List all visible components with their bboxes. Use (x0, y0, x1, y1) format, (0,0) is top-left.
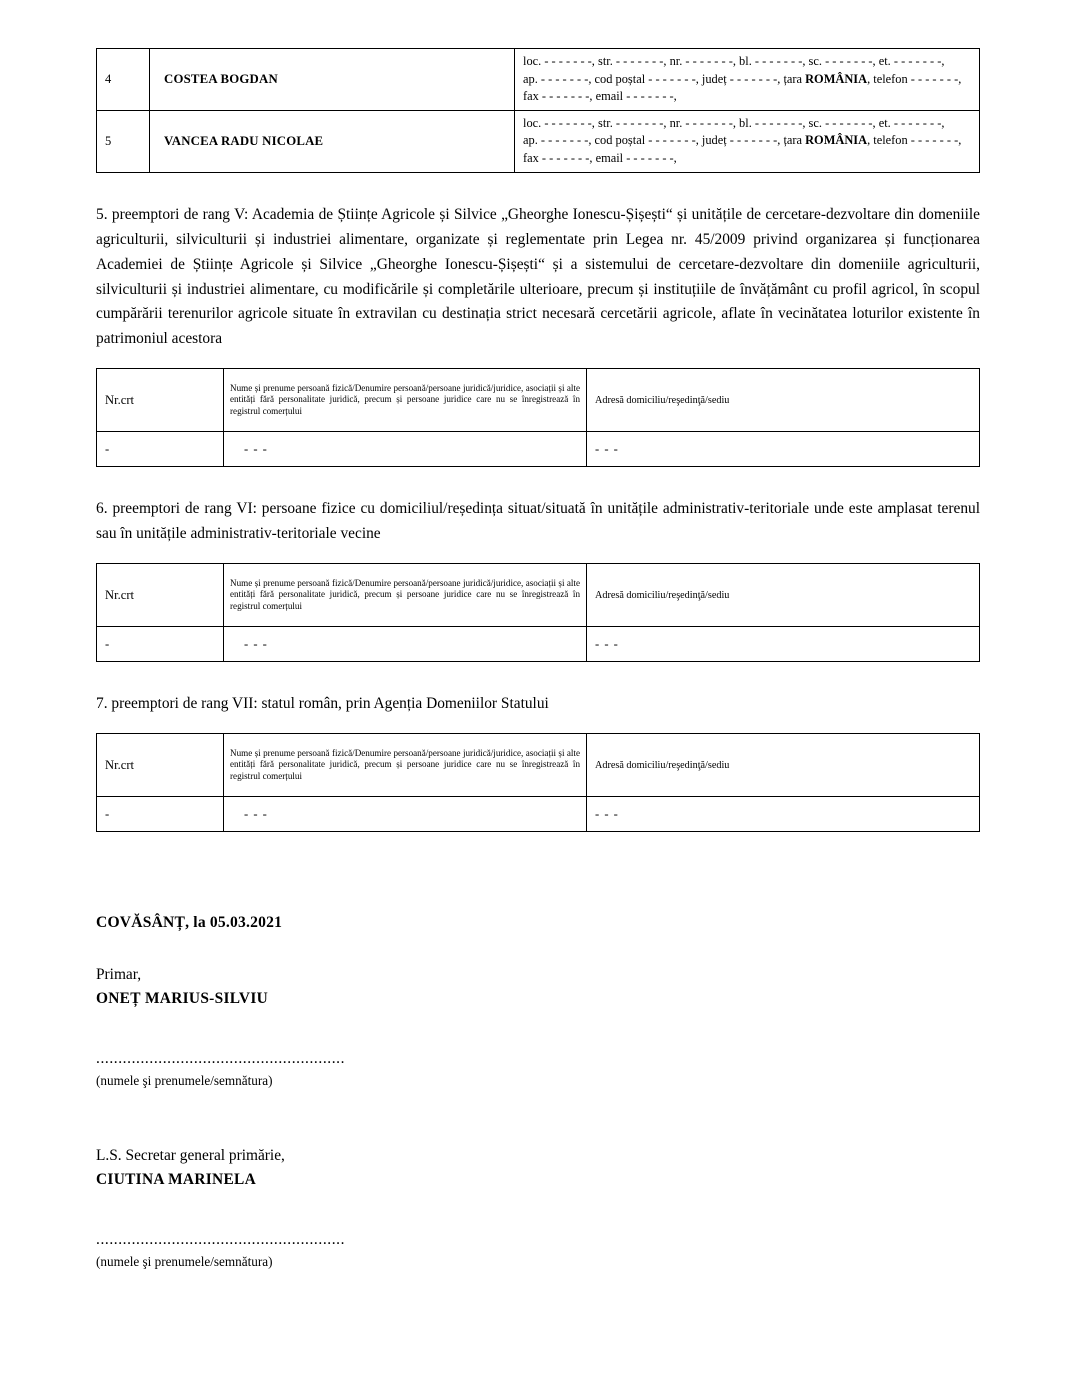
spacer (96, 547, 980, 563)
cell-address: - - - (587, 797, 980, 832)
cell-name: - - - (224, 797, 587, 832)
address-country: ROMÂNIA (805, 71, 868, 86)
mayor-role-label: Primar, (96, 966, 142, 984)
column-header-name: Nume și prenume persoană fizică/Denumire persoană/persoane juridică/juridice, asociații și alte entități fără personalitate juridică, precum și persoane juridice care nu se înregistrează în registrul comerțului (224, 734, 587, 797)
address-country: ROMÂNIA (805, 133, 868, 148)
column-header-address: Adresă domiciliu/reşedinţă/sediu (587, 369, 980, 432)
address-line-2 (523, 132, 973, 150)
column-header-name: Nume și prenume persoană fizică/Denumire persoană/persoane juridică/juridice, asociații și alte entități fără personalitate juridică, precum și persoane juridice care nu se înregistrează în registrul comerțului (224, 369, 587, 432)
table-row (97, 49, 980, 111)
spacer (96, 173, 980, 203)
address-line-2-pre: ap. - - - - - - -, cod poștal - - - - - - -, județ - - - - - - -, țara (523, 133, 806, 148)
secretary-signature-caption: (numele şi prenumele/semnătura) (96, 1254, 273, 1270)
table-header-row (97, 734, 980, 797)
cell-nr: - (97, 797, 224, 832)
table-row (97, 797, 980, 832)
column-header-nr: Nr.crt (97, 564, 224, 627)
table-header-row (97, 369, 980, 432)
address-line-3: fax - - - - - - -, email - - - - - - -, (523, 89, 677, 104)
row-number: 5 (97, 110, 150, 172)
mayor-signature-caption: (numele şi prenumele/semnătura) (96, 1073, 273, 1089)
document-content (96, 48, 980, 1270)
table-row (97, 627, 980, 662)
spacer (96, 662, 980, 692)
rank-6-table (96, 563, 980, 662)
address-line-2-post: , telefon - - - - - - -, (867, 133, 962, 148)
row-address (515, 49, 980, 111)
rank-5-table (96, 368, 980, 467)
address-line-2 (523, 71, 973, 89)
place-and-date: COVĂSÂNȚ, la 05.03.2021 (96, 914, 283, 932)
preemptors-persons-table (96, 48, 980, 173)
row-address (515, 110, 980, 172)
address-line-1: loc. - - - - - - -, str. - - - - - - -, nr. - - - - - - -, bl. - - - - - - -, sc. - - - - - - -, et. - - - - - - -, (523, 54, 945, 68)
cell-nr: - (97, 627, 224, 662)
column-header-nr: Nr.crt (97, 734, 224, 797)
address-line-2-post: , telefon - - - - - - -, (867, 71, 962, 86)
column-header-name: Nume și prenume persoană fizică/Denumire persoană/persoane juridică/juridice, asociații și alte entități fără personalitate juridică, precum și persoane juridice care nu se înregistrează în registrul comerțului (224, 564, 587, 627)
address-line-2-pre: ap. - - - - - - -, cod poștal - - - - - - -, județ - - - - - - -, țara (523, 71, 806, 86)
cell-address: - - - (587, 432, 980, 467)
table-row (97, 110, 980, 172)
mayor-signature-line: ........................................................ (96, 1050, 346, 1068)
spacer (96, 352, 980, 368)
cell-name: - - - (224, 432, 587, 467)
column-header-nr: Nr.crt (97, 369, 224, 432)
cell-name: - - - (224, 627, 587, 662)
section-6-paragraph: 6. preemptori de rang VI: persoane fizice cu domiciliul/reședința situat/situată în unitățile administrativ-teritoriale unde este amplasat terenul sau în unitățile administrativ-teritoriale vecine (96, 500, 980, 543)
signature-section (96, 832, 980, 1270)
column-header-address: Adresă domiciliu/reşedinţă/sediu (587, 734, 980, 797)
secretary-name: CIUTINA MARINELA (96, 1171, 257, 1189)
column-header-address: Adresă domiciliu/reşedinţă/sediu (587, 564, 980, 627)
spacer (96, 467, 980, 497)
secretary-signature-line: ........................................................ (96, 1231, 346, 1249)
section-5-paragraph: 5. preemptori de rang V: Academia de Științe Agricole și Silvice „Gheorghe Ionescu-Șișești“ și unitățile de cercetare-dezvoltare din domeniile agriculturii, silviculturii și industriei alimentare, organizate și reglementate prin Legea nr. 45/2009 privind organizarea și funcționarea Academiei de Științe Agricole și Silvice „Gheorghe Ionescu-Șișești“ și a sistemului de cercetare-dezvoltare din domeniile agriculturii, silviculturii și industriei alimentare, cu modificările și completările ulterioare, precum și instituțiile de învățământ cu profil agricol, în scopul cumpărării terenurilor agricole situate în extravilan cu destinația strict necesară cercetării agricole, aflate în vecinătatea loturilor existente în patrimoniul acestora (96, 205, 980, 348)
row-person-name: VANCEA RADU NICOLAE (150, 110, 515, 172)
table-row (97, 432, 980, 467)
rank-7-table (96, 733, 980, 832)
row-number: 4 (97, 49, 150, 111)
address-line-1: loc. - - - - - - -, str. - - - - - - -, nr. - - - - - - -, bl. - - - - - - -, sc. - - - - - - -, et. - - - - - - -, (523, 115, 945, 130)
table-header-row (97, 564, 980, 627)
cell-nr: - (97, 432, 224, 467)
row-person-name: COSTEA BOGDAN (150, 49, 515, 111)
section-7-paragraph: 7. preemptori de rang VII: statul român, prin Agenția Domeniilor Statului (96, 695, 549, 713)
address-line-3: fax - - - - - - -, email - - - - - - -, (523, 151, 677, 166)
secretary-role-label: L.S. Secretar general primărie, (96, 1147, 285, 1165)
mayor-name: ONEȚ MARIUS-SILVIU (96, 990, 269, 1008)
cell-address: - - - (587, 627, 980, 662)
spacer (96, 717, 980, 733)
